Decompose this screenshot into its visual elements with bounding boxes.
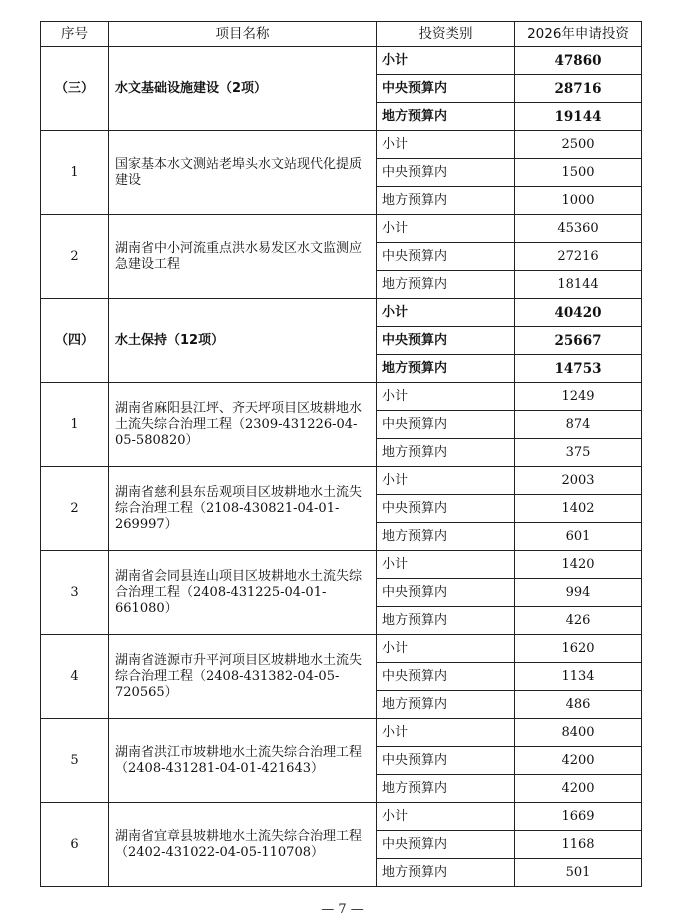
investment-amount: 994: [515, 579, 642, 607]
investment-amount: 1620: [515, 635, 642, 663]
investment-type: 地方预算内: [377, 187, 515, 215]
investment-type: 地方预算内: [377, 691, 515, 719]
investment-amount: 2500: [515, 131, 642, 159]
investment-amount: 1500: [515, 159, 642, 187]
item-number: 6: [41, 803, 109, 887]
table-row: [41, 47, 642, 75]
investment-amount: 4200: [515, 747, 642, 775]
investment-type: 中央预算内: [377, 495, 515, 523]
investment-type: 地方预算内: [377, 607, 515, 635]
project-name: 湖南省宜章县坡耕地水土流失综合治理工程（2402-431022-04-05-110708）: [109, 803, 377, 887]
investment-amount: 28716: [515, 75, 642, 103]
investment-type: 地方预算内: [377, 775, 515, 803]
header-row: [41, 22, 642, 47]
investment-type: 小计: [377, 467, 515, 495]
investment-type: 中央预算内: [377, 243, 515, 271]
table-row: [41, 635, 642, 663]
investment-type: 中央预算内: [377, 747, 515, 775]
project-name: 湖南省中小河流重点洪水易发区水文监测应急建设工程: [109, 215, 377, 299]
project-name: 湖南省洪江市坡耕地水土流失综合治理工程（2408-431281-04-01-421643）: [109, 719, 377, 803]
project-name: 湖南省麻阳县江坪、齐天坪项目区坡耕地水土流失综合治理工程（2309-431226-04-05-580820）: [109, 383, 377, 467]
item-number: 2: [41, 215, 109, 299]
investment-type: 小计: [377, 803, 515, 831]
investment-type: 地方预算内: [377, 103, 515, 131]
header-no: 序号: [41, 22, 109, 47]
investment-type: 小计: [377, 551, 515, 579]
investment-amount: 40420: [515, 299, 642, 327]
investment-type: 地方预算内: [377, 523, 515, 551]
investment-amount: 601: [515, 523, 642, 551]
table-row: [41, 299, 642, 327]
investment-amount: 486: [515, 691, 642, 719]
investment-type: 中央预算内: [377, 159, 515, 187]
item-number: 1: [41, 383, 109, 467]
table-row: [41, 383, 642, 411]
investment-amount: 1134: [515, 663, 642, 691]
investment-type: 小计: [377, 47, 515, 75]
header-amount: 2026年申请投资: [515, 22, 642, 47]
item-number: 5: [41, 719, 109, 803]
project-name: 湖南省会同县连山项目区坡耕地水土流失综合治理工程（2408-431225-04-01-661080）: [109, 551, 377, 635]
investment-type: 中央预算内: [377, 579, 515, 607]
table-row: [41, 215, 642, 243]
project-name: 湖南省涟源市升平河项目区坡耕地水土流失综合治理工程（2408-431382-04-05-720565）: [109, 635, 377, 719]
investment-amount: 1000: [515, 187, 642, 215]
item-number: （三）: [41, 47, 109, 131]
investment-amount: 1669: [515, 803, 642, 831]
item-number: 1: [41, 131, 109, 215]
investment-type: 中央预算内: [377, 831, 515, 859]
investment-type: 小计: [377, 635, 515, 663]
investment-amount: 375: [515, 439, 642, 467]
investment-amount: 25667: [515, 327, 642, 355]
investment-type: 中央预算内: [377, 663, 515, 691]
investment-type: 中央预算内: [377, 75, 515, 103]
table-header: [41, 22, 642, 47]
investment-amount: 1168: [515, 831, 642, 859]
table-row: [41, 551, 642, 579]
investment-type: 小计: [377, 215, 515, 243]
header-type: 投资类别: [377, 22, 515, 47]
table-body: [41, 47, 642, 887]
investment-amount: 501: [515, 859, 642, 887]
investment-amount: 1402: [515, 495, 642, 523]
investment-amount: 1249: [515, 383, 642, 411]
item-number: （四）: [41, 299, 109, 383]
investment-type: 中央预算内: [377, 327, 515, 355]
investment-amount: 2003: [515, 467, 642, 495]
project-name: 水土保持（12项）: [109, 299, 377, 383]
page-number: — 7 —: [321, 902, 364, 917]
investment-amount: 19144: [515, 103, 642, 131]
table-row: [41, 719, 642, 747]
investment-type: 小计: [377, 719, 515, 747]
investment-amount: 27216: [515, 243, 642, 271]
investment-amount: 426: [515, 607, 642, 635]
investment-amount: 47860: [515, 47, 642, 75]
investment-amount: 18144: [515, 271, 642, 299]
investment-amount: 4200: [515, 775, 642, 803]
table-row: [41, 467, 642, 495]
investment-type: 小计: [377, 131, 515, 159]
investment-type: 地方预算内: [377, 859, 515, 887]
investment-amount: 8400: [515, 719, 642, 747]
project-name: 水文基础设施建设（2项）: [109, 47, 377, 131]
header-name: 项目名称: [109, 22, 377, 47]
table-row: [41, 803, 642, 831]
investment-type: 小计: [377, 299, 515, 327]
investment-type: 地方预算内: [377, 439, 515, 467]
project-name: 湖南省慈利县东岳观项目区坡耕地水土流失综合治理工程（2108-430821-04-01-269997）: [109, 467, 377, 551]
investment-type: 小计: [377, 383, 515, 411]
investment-amount: 14753: [515, 355, 642, 383]
investment-type: 中央预算内: [377, 411, 515, 439]
investment-type: 地方预算内: [377, 271, 515, 299]
investment-table: [40, 21, 642, 887]
item-number: 2: [41, 467, 109, 551]
investment-amount: 45360: [515, 215, 642, 243]
investment-type: 地方预算内: [377, 355, 515, 383]
project-name: 国家基本水文测站老埠头水文站现代化提质建设: [109, 131, 377, 215]
item-number: 4: [41, 635, 109, 719]
investment-amount: 1420: [515, 551, 642, 579]
item-number: 3: [41, 551, 109, 635]
investment-amount: 874: [515, 411, 642, 439]
table-row: [41, 131, 642, 159]
